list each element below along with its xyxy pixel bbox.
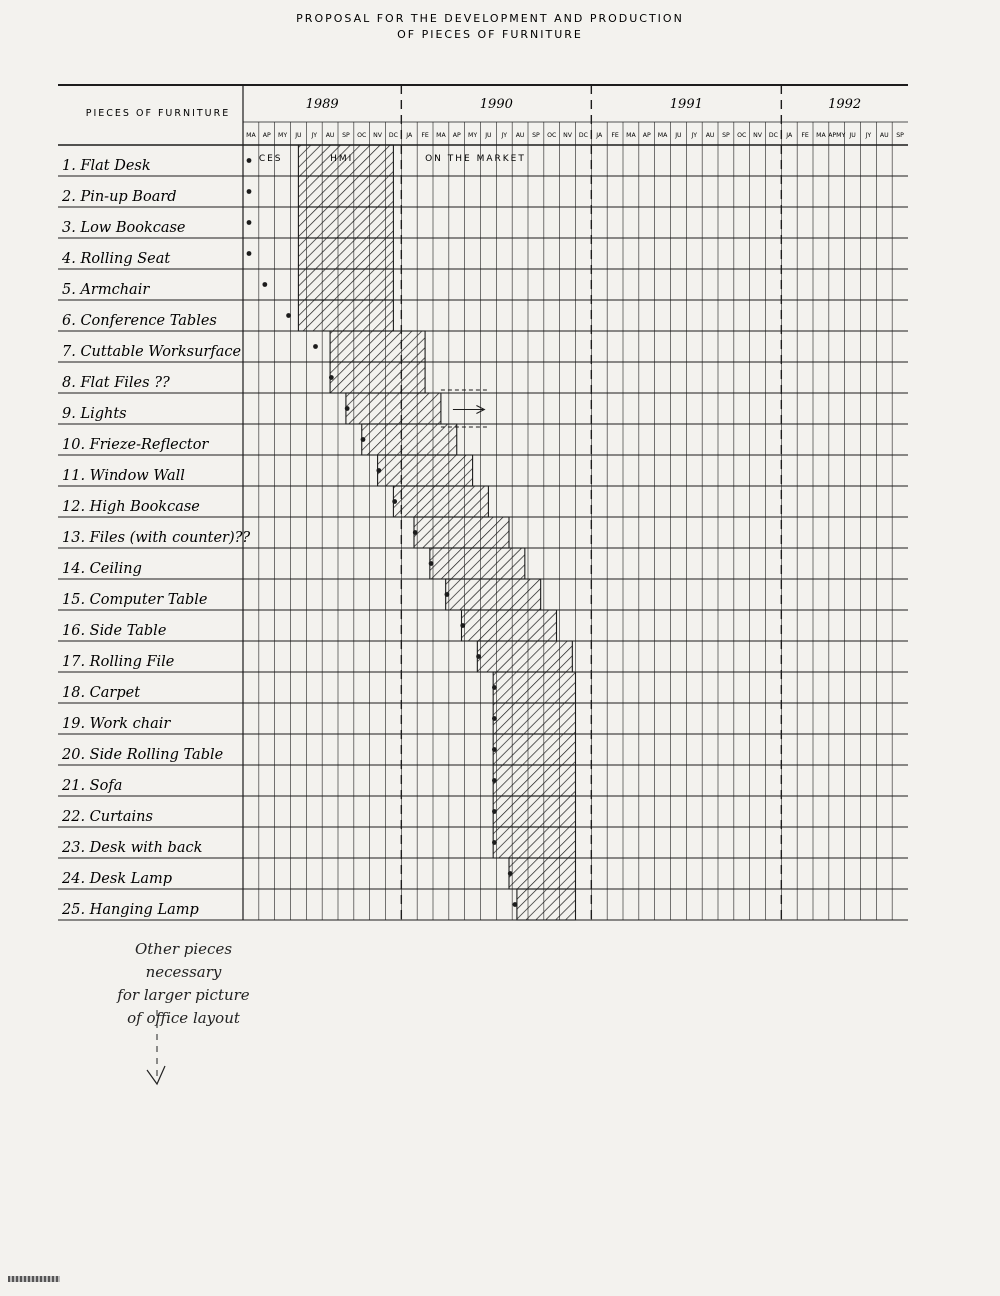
row-label: 20. Side Rolling Table (62, 747, 224, 763)
month-label: JU (485, 132, 492, 139)
row-label: 4. Rolling Seat (62, 251, 171, 267)
row-label: 9. Lights (62, 406, 127, 422)
year-label: 1992 (828, 97, 862, 112)
month-label: NV (753, 132, 763, 139)
month-label: MY (468, 132, 478, 139)
month-label: OC (357, 132, 367, 139)
month-label: AU (325, 132, 335, 139)
year-label: 1991 (669, 97, 703, 112)
row-label: 24. Desk Lamp (62, 871, 173, 887)
month-label: JU (849, 132, 856, 139)
year-label: 1989 (305, 97, 339, 112)
month-label: FE (801, 132, 809, 139)
month-label: DC (388, 132, 398, 139)
row-label: 6. Conference Tables (62, 313, 217, 329)
month-label: MA (626, 132, 636, 139)
month-label: FE (421, 132, 429, 139)
month-label: JU (675, 132, 682, 139)
row-label: 25. Hanging Lamp (62, 902, 199, 918)
month-label: FE (611, 132, 619, 139)
month-label: JY (865, 132, 872, 139)
note-line-3: of office layout (127, 1009, 240, 1027)
month-label: DC (578, 132, 588, 139)
month-label: MY (278, 132, 288, 139)
note-line-2: for larger picture (117, 986, 250, 1004)
month-label: JA (406, 132, 413, 139)
month-label: OC (737, 132, 747, 139)
month-label: SP (896, 132, 904, 139)
annotation-label: CES (258, 154, 283, 164)
row-label: 14. Ceiling (62, 561, 142, 577)
annotation-label: HMI (330, 154, 354, 164)
row-label: 3. Low Bookcase (62, 220, 186, 236)
row-label: 11. Window Wall (62, 468, 185, 484)
month-label: JU (295, 132, 302, 139)
row-label: 12. High Bookcase (62, 499, 200, 515)
month-label: AP (452, 132, 461, 139)
month-label: SP (722, 132, 730, 139)
annotation-label: ON THE MARKET (425, 154, 526, 164)
row-label: 17. Rolling File (62, 654, 175, 670)
note-line-1: Other pieces necessary (134, 940, 233, 981)
month-label: JY (691, 132, 698, 139)
row-label: 15. Computer Table (62, 592, 208, 608)
row-label: 1. Flat Desk (62, 158, 151, 174)
row-label: 5. Armchair (62, 282, 150, 298)
month-label: NV (373, 132, 383, 139)
month-label: MA (246, 132, 256, 139)
row-label: 10. Frieze-Reflector (62, 437, 209, 453)
row-header: PIECES OF FURNITURE (85, 108, 231, 119)
month-label: AU (515, 132, 525, 139)
month-label: MA (816, 132, 826, 139)
row-label: 19. Work chair (62, 716, 171, 732)
month-label: AU (705, 132, 715, 139)
month-label: MA (657, 132, 668, 139)
month-label: SP (532, 132, 540, 139)
row-label: 13. Files (with counter)?? (62, 530, 251, 546)
row-label: 18. Carpet (62, 685, 141, 701)
chart-title-line-1: PROPOSAL FOR THE DEVELOPMENT AND PRODUCTION (296, 12, 684, 25)
month-label: SP (342, 132, 350, 139)
row-label: 23. Desk with back (62, 840, 203, 856)
row-label: 7. Cuttable Worksurface (62, 344, 242, 360)
row-label: 16. Side Table (62, 623, 167, 639)
month-label: JY (311, 132, 318, 139)
month-label: OC (547, 132, 557, 139)
month-label: AP (642, 132, 651, 139)
month-label: APMY (828, 132, 846, 139)
row-label: 8. Flat Files ?? (62, 375, 170, 391)
month-label: AU (879, 132, 889, 139)
chart-title-line-2: OF PIECES OF FURNITURE (397, 28, 583, 41)
month-label: AP (262, 132, 271, 139)
row-label: 21. Sofa (62, 778, 123, 794)
month-label: JA (786, 132, 793, 139)
month-label: DC (768, 132, 778, 139)
year-label: 1990 (479, 97, 513, 112)
month-label: NV (563, 132, 573, 139)
row-label: 2. Pin-up Board (62, 189, 177, 205)
scan-mark (8, 1276, 60, 1282)
row-label: 22. Curtains (62, 809, 153, 825)
month-label: JA (596, 132, 603, 139)
month-label: JY (501, 132, 508, 139)
month-label: MA (436, 132, 446, 139)
